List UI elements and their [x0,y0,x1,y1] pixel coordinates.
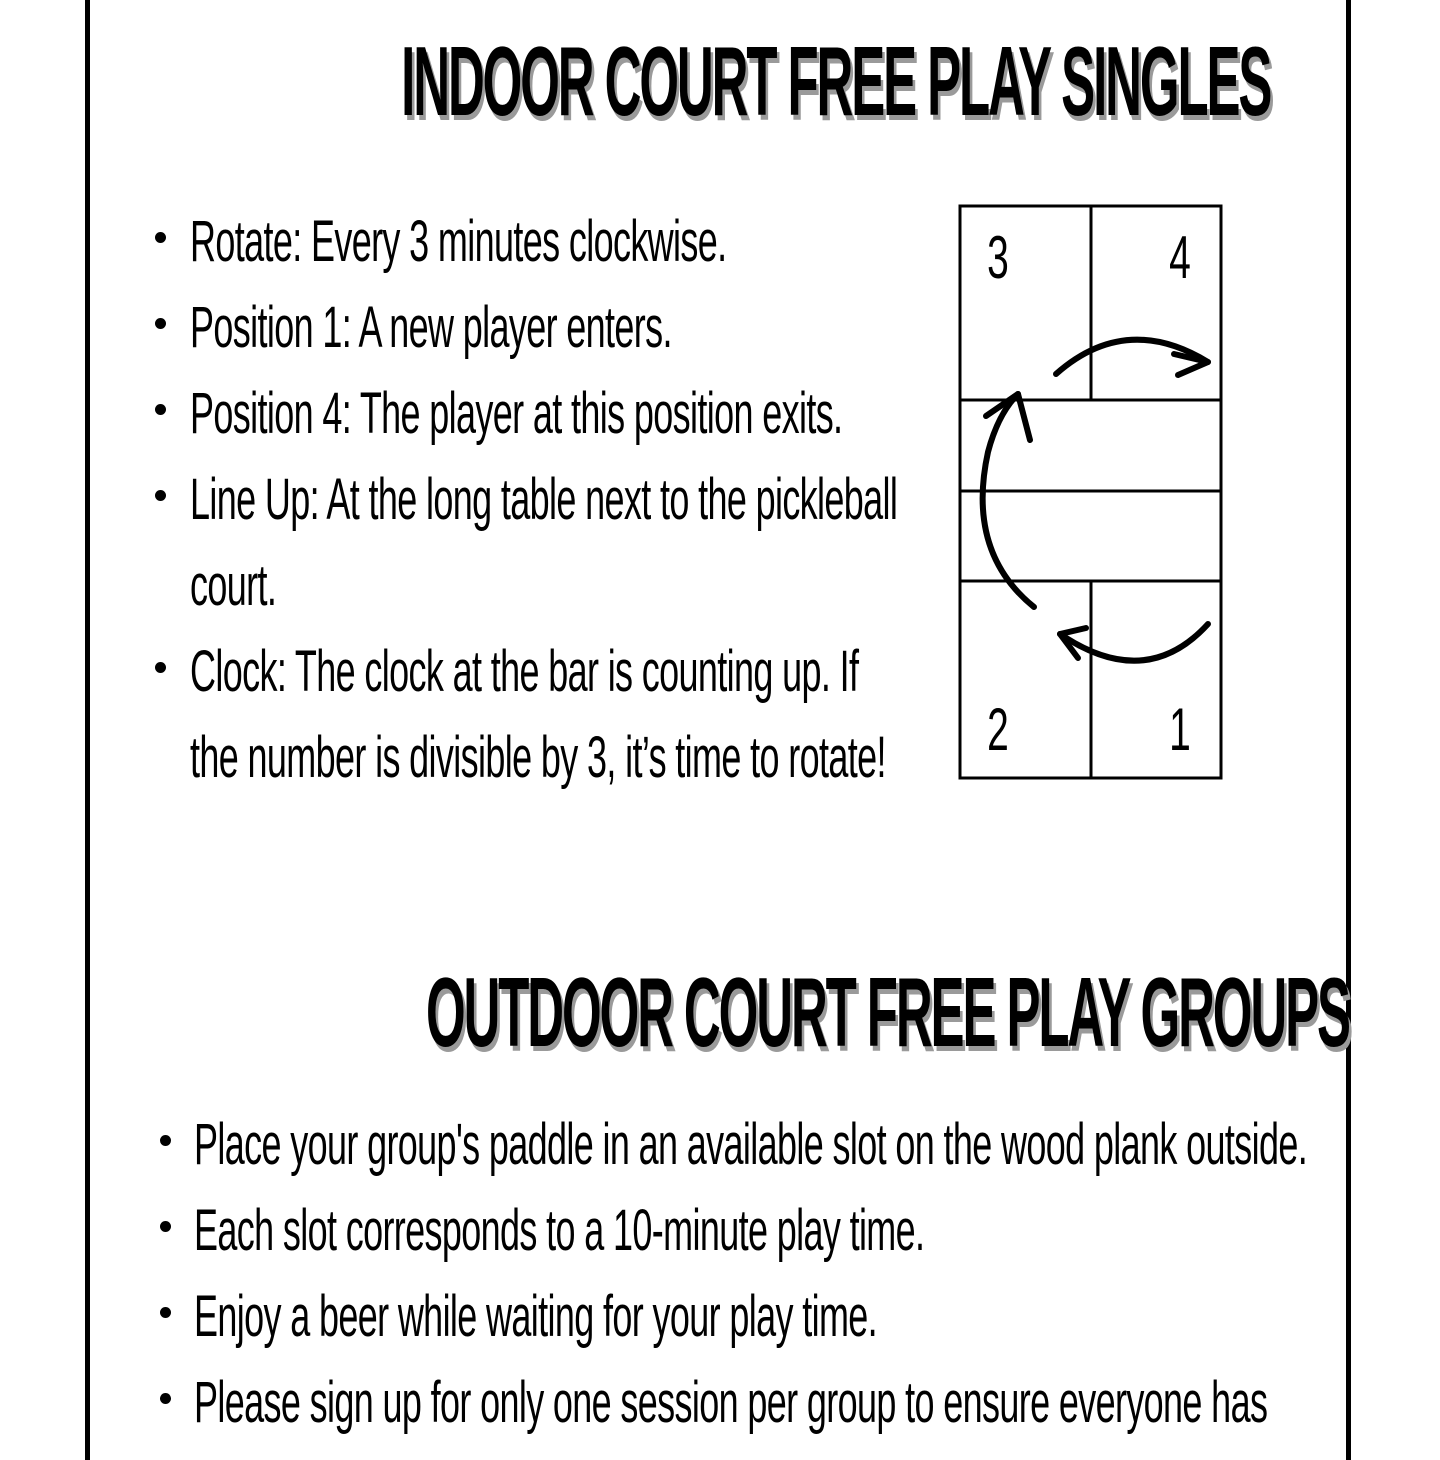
list-item [160,1184,1300,1270]
list-item [160,1270,1300,1356]
court-position-3: 3 [987,223,1009,292]
rule-enjoy-beer: Enjoy a beer while waiting for your play time. [194,1284,878,1349]
rule-position-4: Position 4: The player at this position exits. [190,381,843,446]
court-rotation-diagram [956,202,1226,782]
bullet-icon [155,404,166,415]
bullet-icon [155,662,166,673]
list-item [155,281,915,367]
rule-play-time: Each slot corresponds to a 10-minute play time. [194,1198,925,1263]
list-item [155,367,915,453]
outdoor-rules-list [160,1098,1308,1442]
indoor-section-title [0,26,1440,136]
indoor-rules-list [155,195,915,797]
rule-rotate: Rotate: Every 3 minutes clockwise. [190,209,727,274]
court-position-4: 4 [1169,223,1191,292]
indoor-section-title-text: INDOOR COURT FREE PLAY SINGLES [401,26,1271,136]
bullet-icon [155,232,166,243]
rule-position-1: Position 1: A new player enters. [190,295,672,360]
court-position-1: 1 [1169,695,1191,764]
list-item [160,1356,1300,1442]
bullet-icon [160,1307,171,1318]
bullet-icon [160,1135,171,1146]
list-item [160,1098,1308,1184]
rule-paddle-slot: Place your group's paddle in an available slot on the wood plank outside. [194,1112,1308,1177]
list-item [155,625,915,797]
bullet-icon [155,318,166,329]
bullet-icon [160,1221,171,1232]
rule-line-up: Line Up: At the long table next to the pickleball court. [190,467,898,618]
outdoor-section-title [0,957,1440,1067]
court-lines [960,206,1221,778]
outdoor-section-title-text: OUTDOOR COURT FREE PLAY GROUPS [425,957,1349,1067]
rule-clock: Clock: The clock at the bar is counting up. If the number is divisible by 3, it’s time to rotate! [190,639,886,790]
rule-one-session: Please sign up for only one session per group to ensure everyone has [194,1370,1268,1435]
rotation-arrows [983,340,1208,661]
court-position-2: 2 [987,695,1009,764]
list-item [155,195,915,281]
bullet-icon [155,490,166,501]
list-item [155,453,915,625]
bullet-icon [160,1393,171,1404]
